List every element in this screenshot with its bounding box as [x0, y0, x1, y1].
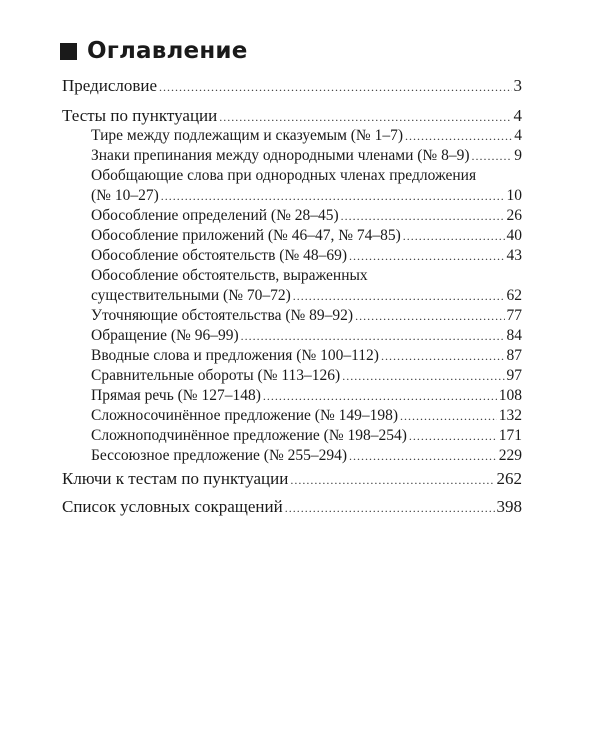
toc-subentry: (№ 10–27) ..... 10 — [91, 187, 522, 205]
dot-leader — [241, 329, 505, 344]
dot-leader — [161, 189, 505, 204]
toc-subentry: Бессоюзное предложение (№ 255–294) ..... 229 — [91, 447, 522, 465]
toc-subentry: Обращение (№ 96–99) ..... 84 — [91, 327, 522, 345]
dot-leader — [349, 449, 497, 464]
toc-entry-keys: Ключи к тестам по пунктуации ..... 262 — [62, 469, 522, 489]
toc-entry-preface: Предисловие ..... 3 — [62, 76, 522, 96]
dot-leader — [349, 249, 504, 264]
dot-leader — [472, 149, 513, 164]
toc-subentry: существительными (№ 70–72) ..... 62 — [91, 287, 522, 305]
dot-leader — [341, 209, 505, 224]
toc-subentry: Обособление обстоятельств (№ 48–69) ..... 43 — [91, 247, 522, 265]
toc-subentry: Сложносочинённое предложение (№ 149–198) ..... 132 — [91, 407, 522, 425]
dot-leader — [405, 129, 512, 144]
dot-leader — [409, 429, 497, 444]
toc-subentry: Сложноподчинённое предложение (№ 198–254) ..... 171 — [91, 427, 522, 445]
toc-entry-abbreviations: Список условных сокращений ..... 398 — [62, 497, 522, 517]
dot-leader — [293, 289, 505, 304]
toc-subentry: Обособление приложений (№ 46–47, № 74–85) ..... 40 — [91, 227, 522, 245]
dot-leader — [263, 389, 497, 404]
square-bullet-icon — [60, 43, 77, 60]
dot-leader — [355, 309, 504, 324]
toc-subentry-line1: Обособление обстоятельств, выраженных — [91, 267, 368, 284]
dot-leader — [400, 409, 497, 424]
toc-subentry: Знаки препинания между однородными членами (№ 8–9) ..... 9 — [91, 147, 522, 165]
dot-leader — [381, 349, 505, 364]
dot-leader — [285, 501, 495, 516]
heading — [60, 38, 248, 64]
toc-subentry: Уточняющие обстоятельства (№ 89–92) ..... 77 — [91, 307, 522, 325]
toc-subentry: Вводные слова и предложения (№ 100–112) ..... 87 — [91, 347, 522, 365]
toc-subentry: Тире между подлежащим и сказуемым (№ 1–7) ..... 4 — [91, 127, 522, 145]
toc-subentry: Сравнительные обороты (№ 113–126) ..... 97 — [91, 367, 522, 385]
page-title: Оглавление — [87, 38, 248, 64]
toc-subentry-line1: Обобщающие слова при однородных членах предложения — [91, 167, 477, 184]
dot-leader — [219, 110, 511, 125]
toc-subentry: Обособление определений (№ 28–45) ..... 26 — [91, 207, 522, 225]
toc-subentry: Прямая речь (№ 127–148) ..... 108 — [91, 387, 522, 405]
dot-leader — [159, 80, 511, 95]
dot-leader — [290, 473, 494, 488]
toc-entry-tests: Тесты по пунктуации ..... 4 — [62, 106, 522, 126]
dot-leader — [403, 229, 505, 244]
dot-leader — [342, 369, 504, 384]
